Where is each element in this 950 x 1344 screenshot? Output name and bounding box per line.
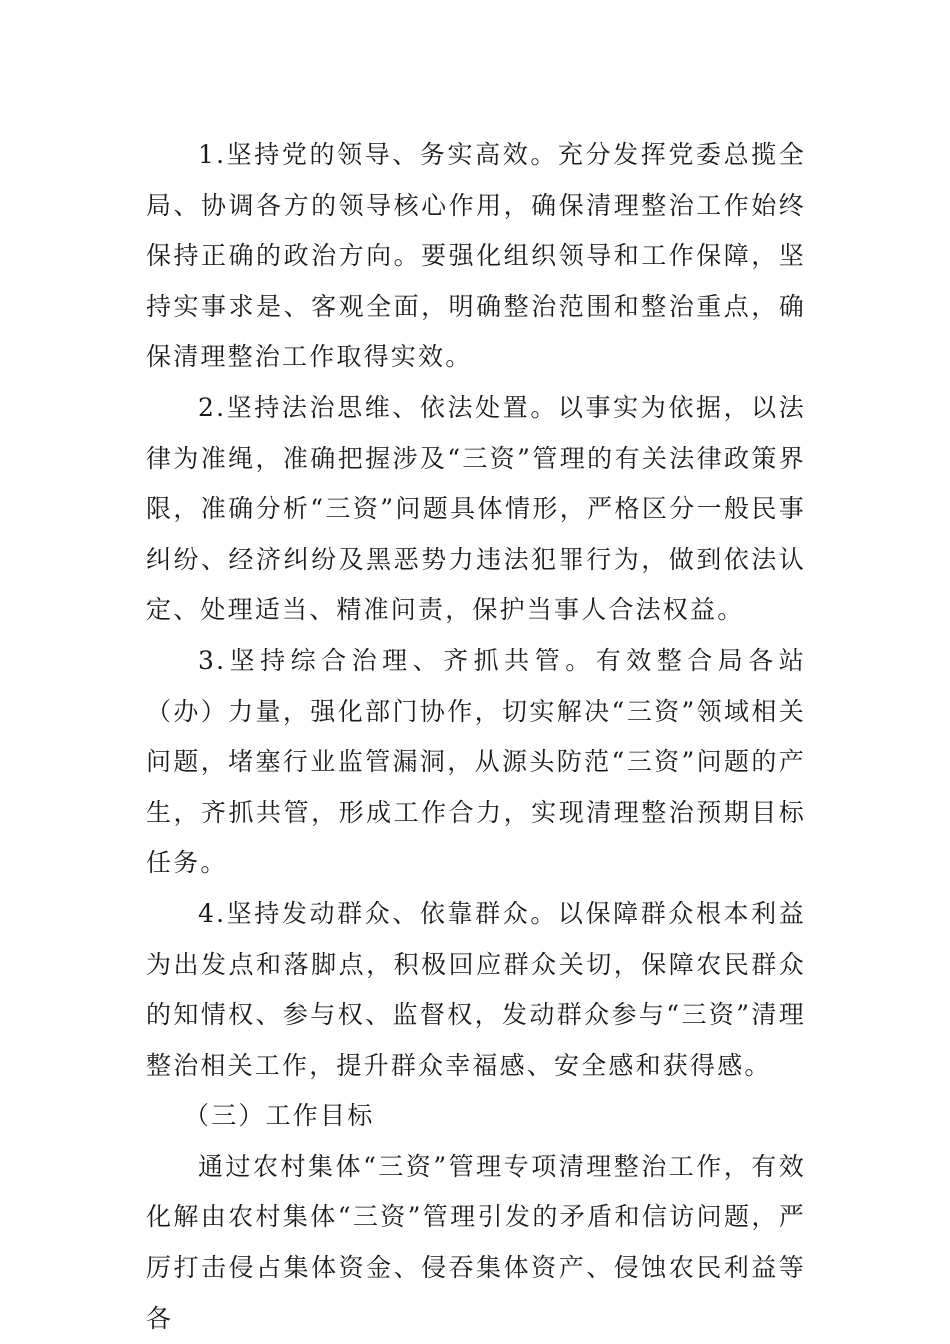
principle-paragraph-3: 3.坚持综合治理、齐抓共管。有效整合局各站（办）力量，强化部门协作，切实解决“三资”领域相关问题，堵塞行业监管漏洞，从源头防范“三资”问题的产生，齐抓共管，形成工作合力，实现清理整治预期目标任务。 [146, 645, 806, 878]
document-body [146, 130, 806, 1344]
goal-paragraph: 通过农村集体“三资”管理专项清理整治工作，有效化解由农村集体“三资”管理引发的矛盾和信访问题，严厉打击侵占集体资金、侵吞集体资产、侵蚀农民利益等各 [146, 1151, 806, 1333]
principle-paragraph-1: 1.坚持党的领导、务实高效。充分发挥党委总揽全局、协调各方的领导核心作用，确保清理整治工作始终保持正确的政治方向。要强化组织领导和工作保障，坚持实事求是、客观全面，明确整治范围和整治重点，确保清理整治工作取得实效。 [146, 140, 806, 372]
principle-paragraph-2: 2.坚持法治思维、依法处置。以事实为依据，以法律为准绳，准确把握涉及“三资”管理的有关法律政策界限，准确分析“三资”问题具体情形，严格区分一般民事纠纷、经济纠纷及黑恶势力违法犯罪行为，做到依法认定、处理适当、精准问责，保护当事人合法权益。 [146, 392, 806, 625]
section-heading: （三）工作目标 [184, 1101, 375, 1131]
principle-paragraph-4: 4.坚持发动群众、依靠群众。以保障群众根本利益为出发点和落脚点，积极回应群众关切，保障农民群众的知情权、参与权、监督权，发动群众参与“三资”清理整治相关工作，提升群众幸福感、安全感和获得感。 [146, 898, 806, 1080]
